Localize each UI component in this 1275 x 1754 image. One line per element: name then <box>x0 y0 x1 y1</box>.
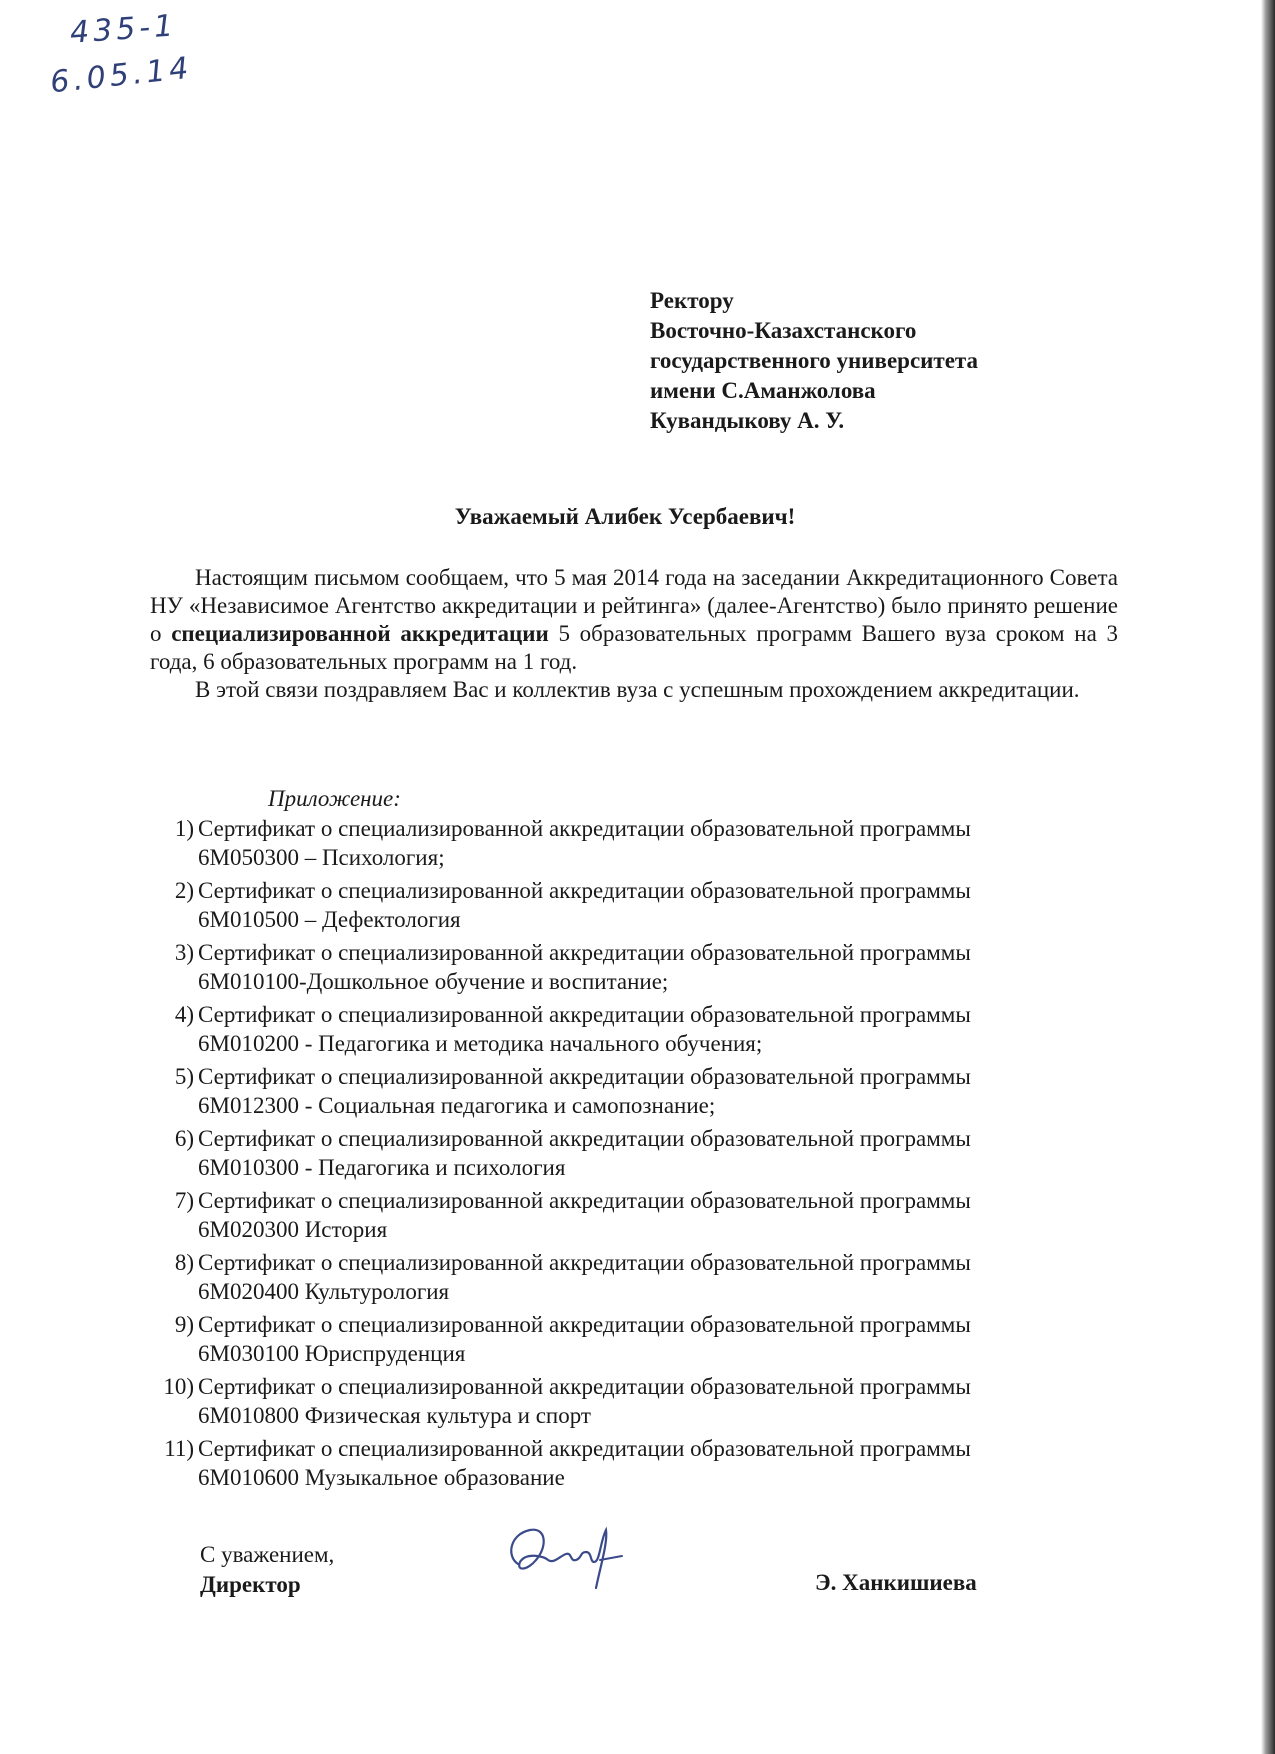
appendix-label: Приложение: <box>268 786 401 811</box>
certificate-number: 9) <box>174 1312 194 1337</box>
certificate-number: 4) <box>174 1002 194 1027</box>
certificate-title: Сертификат о специализированной аккредитации образовательной программы <box>198 878 971 903</box>
signer-name: Э. Ханкишиева <box>815 1570 977 1595</box>
certificate-item <box>150 1434 1130 1492</box>
certificate-number: 8) <box>174 1250 194 1275</box>
certificate-number: 2) <box>174 878 194 903</box>
certificate-number: 10) <box>163 1374 194 1399</box>
certificate-list <box>150 814 1130 1496</box>
certificate-item <box>150 1000 1130 1058</box>
signature-image <box>496 1516 636 1596</box>
p1-text-start: Настоящим письмом сообщаем, что 5 мая 2014 года на заседании Аккредитационного Совета НУ «Независимое Агентство аккредитации и рейтинга» (далее-Агентство) было принято решение о <box>150 565 1118 646</box>
certificate-title: Сертификат о специализированной аккредитации образовательной программы <box>198 1002 971 1027</box>
closing-regards: С уважением, <box>200 1542 335 1567</box>
certificate-title: Сертификат о специализированной аккредитации образовательной программы <box>198 1250 971 1275</box>
certificate-title: Сертификат о специализированной аккредитации образовательной программы <box>198 1126 971 1151</box>
certificate-program: 6М020400 Культурология <box>198 1279 450 1304</box>
certificate-program: 6М010300 - Педагогика и психология <box>198 1155 566 1180</box>
certificate-title: Сертификат о специализированной аккредитации образовательной программы <box>198 1312 971 1337</box>
addressee-line: государственного университета <box>650 348 978 373</box>
certificate-program: 6М012300 - Социальная педагогика и самопознание; <box>198 1093 716 1118</box>
addressee-line: имени С.Аманжолова <box>650 378 876 403</box>
certificate-title: Сертификат о специализированной аккредитации образовательной программы <box>198 1374 971 1399</box>
certificate-item <box>150 1124 1130 1182</box>
certificate-number: 7) <box>174 1188 194 1213</box>
certificate-number: 1) <box>174 816 194 841</box>
certificate-program: 6М010100-Дошкольное обучение и воспитание; <box>198 969 669 994</box>
scan-edge-shadow <box>1261 0 1275 1754</box>
certificate-title: Сертификат о специализированной аккредитации образовательной программы <box>198 1188 971 1213</box>
certificate-number: 6) <box>174 1126 194 1151</box>
addressee-line: Ректору <box>650 288 734 313</box>
certificate-program: 6М010200 - Педагогика и методика начального обучения; <box>198 1031 763 1056</box>
certificate-program: 6М050300 – Психология; <box>198 845 445 870</box>
certificate-program: 6М010500 – Дефектология <box>198 907 461 932</box>
certificate-item <box>150 1186 1130 1244</box>
certificate-item <box>150 938 1130 996</box>
addressee-line: Восточно-Казахстанского <box>650 318 917 343</box>
certificate-item <box>150 1372 1130 1430</box>
certificate-program: 6М010600 Музыкальное образование <box>198 1465 565 1490</box>
certificate-number: 5) <box>174 1064 194 1089</box>
certificate-program: 6М020300 История <box>198 1217 388 1242</box>
addressee-line: Кувандыкову А. У. <box>650 408 845 433</box>
body-paragraph-1 <box>150 564 1118 676</box>
letter-body <box>150 564 1118 704</box>
closing-role: Директор <box>200 1572 301 1597</box>
handwritten-reg-number: 435-1 <box>68 8 179 51</box>
handwritten-date: 6.05.14 <box>48 50 194 101</box>
p1-text-end: 5 образовательных программ Вашего вуза сроком на 3 года, 6 образовательных программ на 1 год. <box>150 621 1118 674</box>
certificate-number: 11) <box>164 1436 194 1461</box>
closing-block <box>200 1540 334 1600</box>
certificate-title: Сертификат о специализированной аккредитации образовательной программы <box>198 1436 971 1461</box>
certificate-item <box>150 1310 1130 1368</box>
certificate-title: Сертификат о специализированной аккредитации образовательной программы <box>198 940 971 965</box>
body-paragraph-2: В этой связи поздравляем Вас и коллектив вуза с успешным прохождением аккредитации. <box>195 677 1080 702</box>
salutation: Уважаемый Алибек Усербаевич! <box>454 504 796 529</box>
certificate-program: 6М030100 Юриспруденция <box>198 1341 466 1366</box>
p1-bold-term: специализированной аккредитации <box>171 621 549 646</box>
certificate-number: 3) <box>174 940 194 965</box>
certificate-title: Сертификат о специализированной аккредитации образовательной программы <box>198 1064 971 1089</box>
certificate-item <box>150 1248 1130 1306</box>
addressee-block <box>650 286 978 436</box>
certificate-item <box>150 814 1130 872</box>
certificate-item <box>150 1062 1130 1120</box>
certificate-title: Сертификат о специализированной аккредитации образовательной программы <box>198 816 971 841</box>
certificate-program: 6М010800 Физическая культура и спорт <box>198 1403 591 1428</box>
certificate-item <box>150 876 1130 934</box>
